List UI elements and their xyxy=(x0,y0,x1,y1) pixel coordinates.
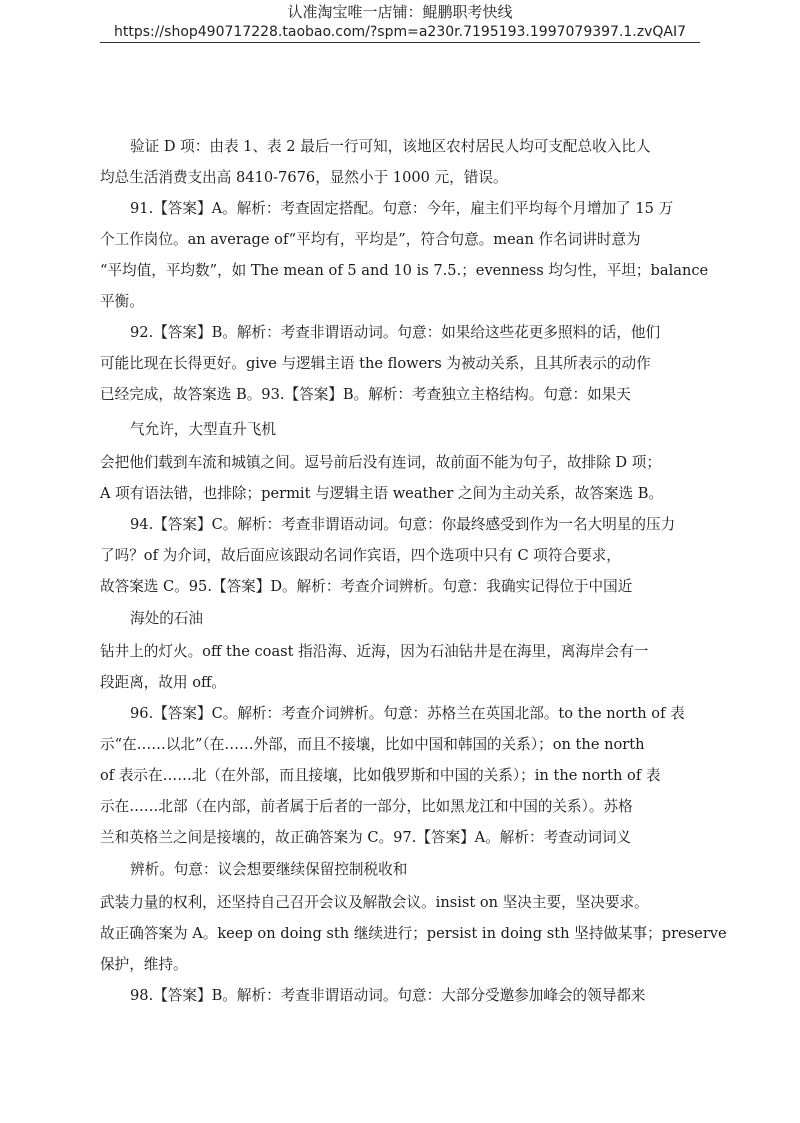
text-line: 了吗？of 为介词，故后面应该跟动名词作宾语，四个选项中只有 C 项符合要求， xyxy=(100,547,621,564)
text-line: 96.【答案】C。解析：考查介词辨析。句意：苏格兰在英国北部。to the north of 表 xyxy=(130,705,685,722)
page-header xyxy=(0,2,800,42)
text-line: 故正确答案为 A。keep on doing sth 继续进行；persist in doing sth 坚持做某事；preserve xyxy=(100,925,727,942)
text-line: 验证 D 项：由表 1、表 2 最后一行可知，该地区农村居民人均可支配总收入比人 xyxy=(130,138,651,155)
text-line: 92.【答案】B。解析：考查非谓语动词。句意：如果给这些花更多照料的话，他们 xyxy=(130,324,661,341)
text-line: 示在……北部（在内部，前者属于后者的一部分，比如黑龙江和中国的关系）。苏格 xyxy=(100,798,633,815)
header-divider xyxy=(100,42,700,43)
text-line: 98.【答案】B。解析：考查非谓语动词。句意：大部分受邀参加峰会的领导都来 xyxy=(130,987,646,1004)
text-line: 故答案选 C。95.【答案】D。解析：考查介词辨析。句意：我确实记得位于中国近 xyxy=(100,578,633,595)
text-line: of 表示在……北（在外部，而且接壤，比如俄罗斯和中国的关系）；in the north of 表 xyxy=(100,767,661,784)
text-line: A 项有语法错，也排除；permit 与逻辑主语 weather 之间为主动关系，故答案选 B。 xyxy=(100,485,664,502)
text-line: 已经完成，故答案选 B。93.【答案】B。解析：考查独立主格结构。句意：如果天 xyxy=(100,386,631,403)
text-line: 武装力量的权利，还坚持自己召开会议及解散会议。insist on 坚决主要，坚决要求。 xyxy=(100,894,649,911)
text-line: 段距离，故用 off。 xyxy=(100,674,226,691)
text-line: 示“在……以北”（在……外部，而且不接壤，比如中国和韩国的关系）；on the north xyxy=(100,736,645,753)
text-line: 气允许，大型直升飞机 xyxy=(130,421,276,438)
text-line: 钻井上的灯火。off the coast 指沿海、近海，因为石油钻井是在海里，离海岸会有一 xyxy=(100,643,649,660)
text-line: 兰和英格兰之间是接壤的，故正确答案为 C。97.【答案】A。解析：考查动词词义 xyxy=(100,829,632,846)
text-line: 辨析。句意：议会想要继续保留控制税收和 xyxy=(130,861,408,878)
text-line: 均总生活消费支出高 8410-7676，显然小于 1000 元，错误。 xyxy=(100,169,508,186)
text-line: 个工作岗位。an average of“平均有，平均是”，符合句意。mean 作名词讲时意为 xyxy=(100,231,641,248)
shop-url-line: https://shop490717228.taobao.com/?spm=a230r.7195193.1997079397.1.zvQAI7 xyxy=(113,24,687,40)
text-line: 91.【答案】A。解析：考查固定搭配。句意：今年，雇主们平均每个月增加了 15 万 xyxy=(130,200,674,217)
text-line: 可能比现在长得更好。give 与逻辑主语 the flowers 为被动关系，且其所表示的动作 xyxy=(100,355,651,372)
text-line: 平衡。 xyxy=(100,293,144,310)
text-line: 会把他们载到车流和城镇之间。逗号前后没有连词，故前面不能为句子，故排除 D 项； xyxy=(100,454,661,471)
text-line: “平均值，平均数”，如 The mean of 5 and 10 is 7.5.；evenness 均匀性，平坦；balance xyxy=(100,262,709,279)
text-line: 海处的石油 xyxy=(130,610,203,627)
shop-name-line: 认准淘宝唯一店铺：鲲鹏职考快线 xyxy=(287,3,513,21)
text-line: 94.【答案】C。解析：考查非谓语动词。句意：你最终感受到作为一名大明星的压力 xyxy=(130,516,676,533)
text-line: 保护，维持。 xyxy=(100,956,188,973)
